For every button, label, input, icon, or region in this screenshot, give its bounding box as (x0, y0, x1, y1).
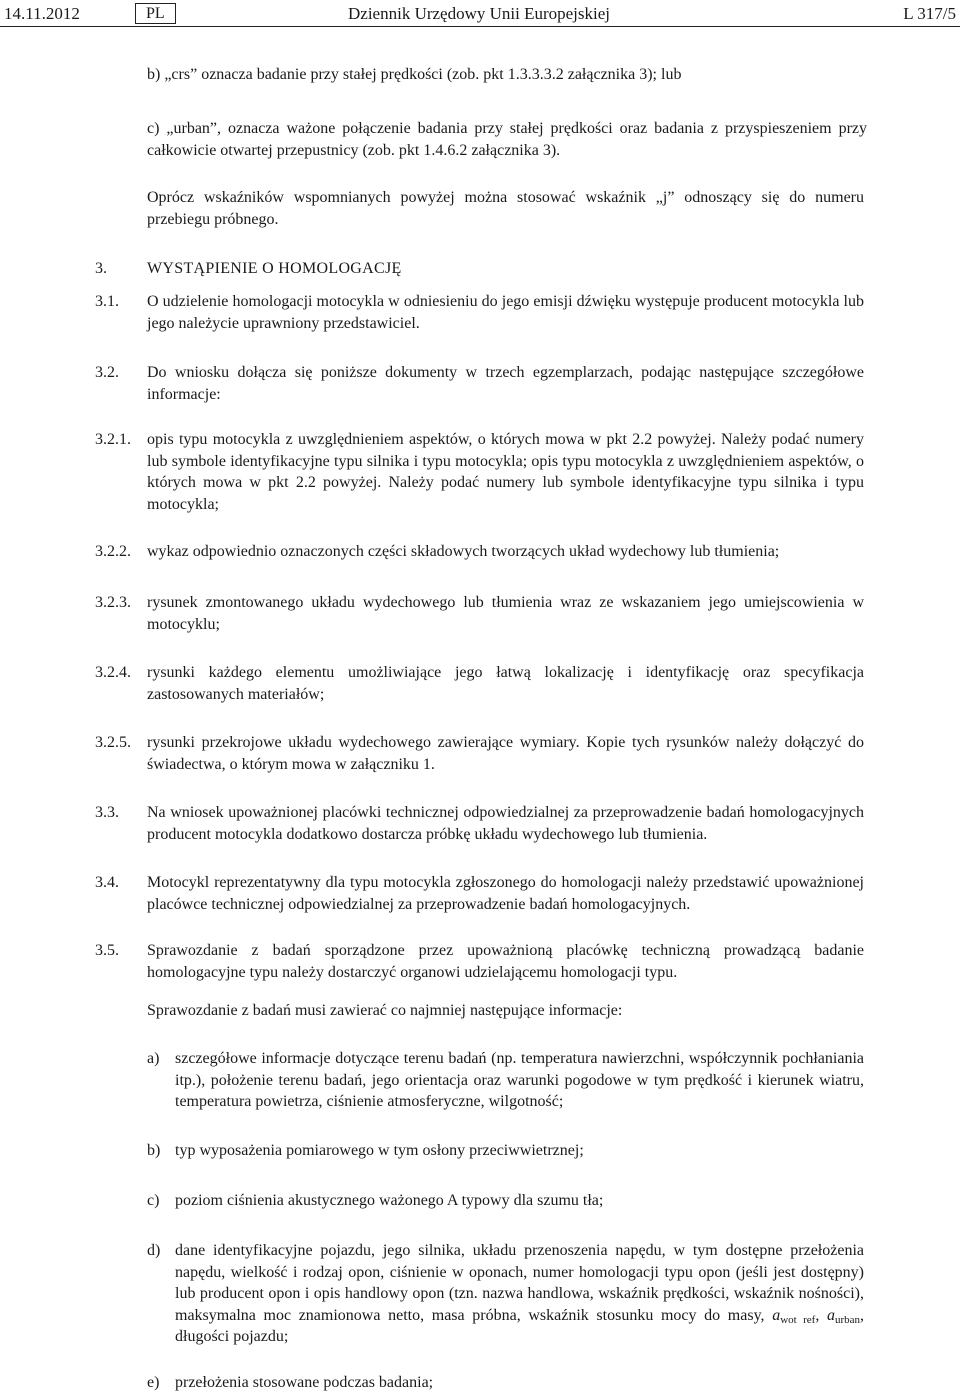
section-3-2-2-text: wykaz odpowiednio oznaczonych części składowych tworzących układ wydechowy lub tłumienia; (147, 543, 780, 560)
page-reference: L 317/5 (903, 4, 956, 23)
section-3-1-text: O udzielenie homologacji motocykla w odniesieniu do jego emisji dźwięku występuje producent motocykla lub jego należycie uprawniony przedstawiciel. (147, 293, 864, 332)
list-item-d-tail: długości pojazdu; (175, 1328, 289, 1345)
section-3-4-text: Motocykl reprezentatywny dla typu motocykla zgłoszonego do homologacji należy przedstawić upoważnionej placówce technicznej odpowiedzialnej za przeprowadzenie badań homologacyjnych. (147, 874, 864, 913)
list-item-d-body: dane identyfikacyjne pojazdu, jego silnika, układu przenoszenia napędu, w tym dostępne przełożenia napędu, wielkość i rodzaj opon, ciśnienie w oponach, numer homologacji typu opon (jeśli jest dostępny) lub producent opon i opis handlowy opon (tzn. nazwa handlowa, wskaźnik prędkości, wskaźnik nośności), maksymalna moc znamionowa netto, masa próbna, wskaźnik stosunku mocy do masy, (175, 1242, 864, 1324)
symbol-a-urban: a (826, 1306, 835, 1324)
section-3-3-number: 3.3. (95, 804, 119, 821)
section-3-2-4-number: 3.2.4. (95, 664, 131, 681)
section-3-2-1-number: 3.2.1. (95, 431, 131, 448)
section-3-2-3-text: rysunek zmontowanego układu wydechowego lub tłumienia wraz ze wskazaniem jego umiejscowienia w motocyklu; (147, 594, 864, 633)
list-item-d-letter: d) (147, 1242, 161, 1259)
list-item-c-text: poziom ciśnienia akustycznego ważonego A typowy dla szumu tła; (175, 1192, 604, 1209)
publication-date: 14.11.2012 (4, 4, 80, 23)
page-header (0, 4, 960, 27)
language-code-box: PL (135, 3, 176, 24)
list-item-b-text: typ wyposażenia pomiarowego w tym osłony przeciwwietrznej; (175, 1142, 584, 1159)
report-contents-intro: Sprawozdanie z badań musi zawierać co najmniej następujące informacje: (147, 1002, 623, 1019)
section-3-2-number: 3.2. (95, 364, 119, 381)
section-3-2-5-text: rysunki przekrojowe układu wydechowego zawierające wymiary. Kopie tych rysunków należy dołączyć do świadectwa, o którym mowa w załączniku 1. (147, 734, 864, 773)
section-3-heading: WYSTĄPIENIE O HOMOLOGACJĘ (147, 260, 402, 277)
subscript-wot-ref: wot ref (780, 1313, 816, 1326)
section-3-3-text: Na wniosek upoważnionej placówki technicznej odpowiedzialnej za przeprowadzenie badań homologacyjnych producent motocykla dodatkowo dostarcza próbkę układu wydechowego lub tłumienia. (147, 804, 864, 843)
list-item-a-text: szczegółowe informacje dotyczące terenu badań (np. temperatura nawierzchni, współczynnik pochłaniania itp.), położenie terenu badań, jego orientacja oraz warunki pogodowe w tym prędkość i kierunek wiatru, temperatura powietrza, ciśnienie atmosferyczne, wilgotność; (175, 1050, 864, 1110)
index-j-paragraph: Oprócz wskaźników wspomnianych powyżej można stosować wskaźnik „j” odnoszący się do numeru przebiegu próbnego. (147, 189, 864, 228)
section-3-5-number: 3.5. (95, 942, 119, 959)
item-c-urban: c) „urban”, oznacza ważone połączenie badania przy stałej prędkości oraz badania z przyspieszeniem przy całkowicie otwartej przepustnicy (zob. pkt 1.4.6.2 załącznika 3). (147, 120, 867, 159)
section-3-1-number: 3.1. (95, 293, 119, 310)
item-b-crs: b) „crs” oznacza badanie przy stałej prędkości (zob. pkt 1.3.3.3.2 załącznika 3); lub (147, 66, 682, 83)
list-item-b-letter: b) (147, 1142, 161, 1159)
list-item-d-text: dane identyfikacyjne pojazdu, jego silnika, układu przenoszenia napędu, w tym dostępne przełożenia napędu, wielkość i rodzaj opon, ciśnienie w oponach, numer homologacji typu opon (jeśli jest dostępny) lub producent opon i opis handlowy opon (tzn. nazwa handlowa, wskaźnik prędkości, wskaźnik nośności), maksymalna moc znamionowa netto, masa próbna, wskaźnik stosunku mocy do masy, $a_{wot ref}$, $a_{urban}$, długości pojazdu; (175, 1242, 865, 1345)
section-3-2-5-number: 3.2.5. (95, 734, 131, 751)
symbol-a-wot-ref: a (772, 1306, 781, 1324)
section-3-2-2-number: 3.2.2. (95, 543, 131, 560)
section-3-2-3-number: 3.2.3. (95, 594, 131, 611)
section-3-4-number: 3.4. (95, 874, 119, 891)
section-3-2-1-text: opis typu motocykla z uwzględnieniem aspektów, o których mowa w pkt 2.2 powyżej. Należy podać numery lub symbole identyfikacyjne typu silnika i typu motocykla; opis typu motocykla z uwzględnieniem aspektów, o których mowa w pkt 2.2 powyżej. Należy podać numery lub symbole identyfikacyjne typu silnika i typu motocykla; (147, 431, 864, 513)
section-3-number: 3. (95, 260, 107, 277)
journal-title: Dziennik Urzędowy Unii Europejskiej (348, 4, 611, 23)
list-item-e-letter: e) (147, 1374, 160, 1391)
section-3-2-4-text: rysunki każdego elementu umożliwiające jego łatwą lokalizację i identyfikację oraz specyfikacja zastosowanych materiałów; (147, 664, 864, 703)
list-item-e-text: przełożenia stosowane podczas badania; (175, 1374, 434, 1391)
subscript-urban: urban (834, 1313, 861, 1326)
list-item-c-letter: c) (147, 1192, 160, 1209)
list-item-a-letter: a) (147, 1050, 160, 1067)
section-3-5-text: Sprawozdanie z badań sporządzone przez upoważnioną placówkę techniczną prowadzącą badanie homologacyjne typu należy dostarczyć organowi udzielającemu homologacji typu. (147, 942, 864, 981)
section-3-2-text: Do wniosku dołącza się poniższe dokumenty w trzech egzemplarzach, podając następujące szczegółowe informacje: (147, 364, 864, 403)
